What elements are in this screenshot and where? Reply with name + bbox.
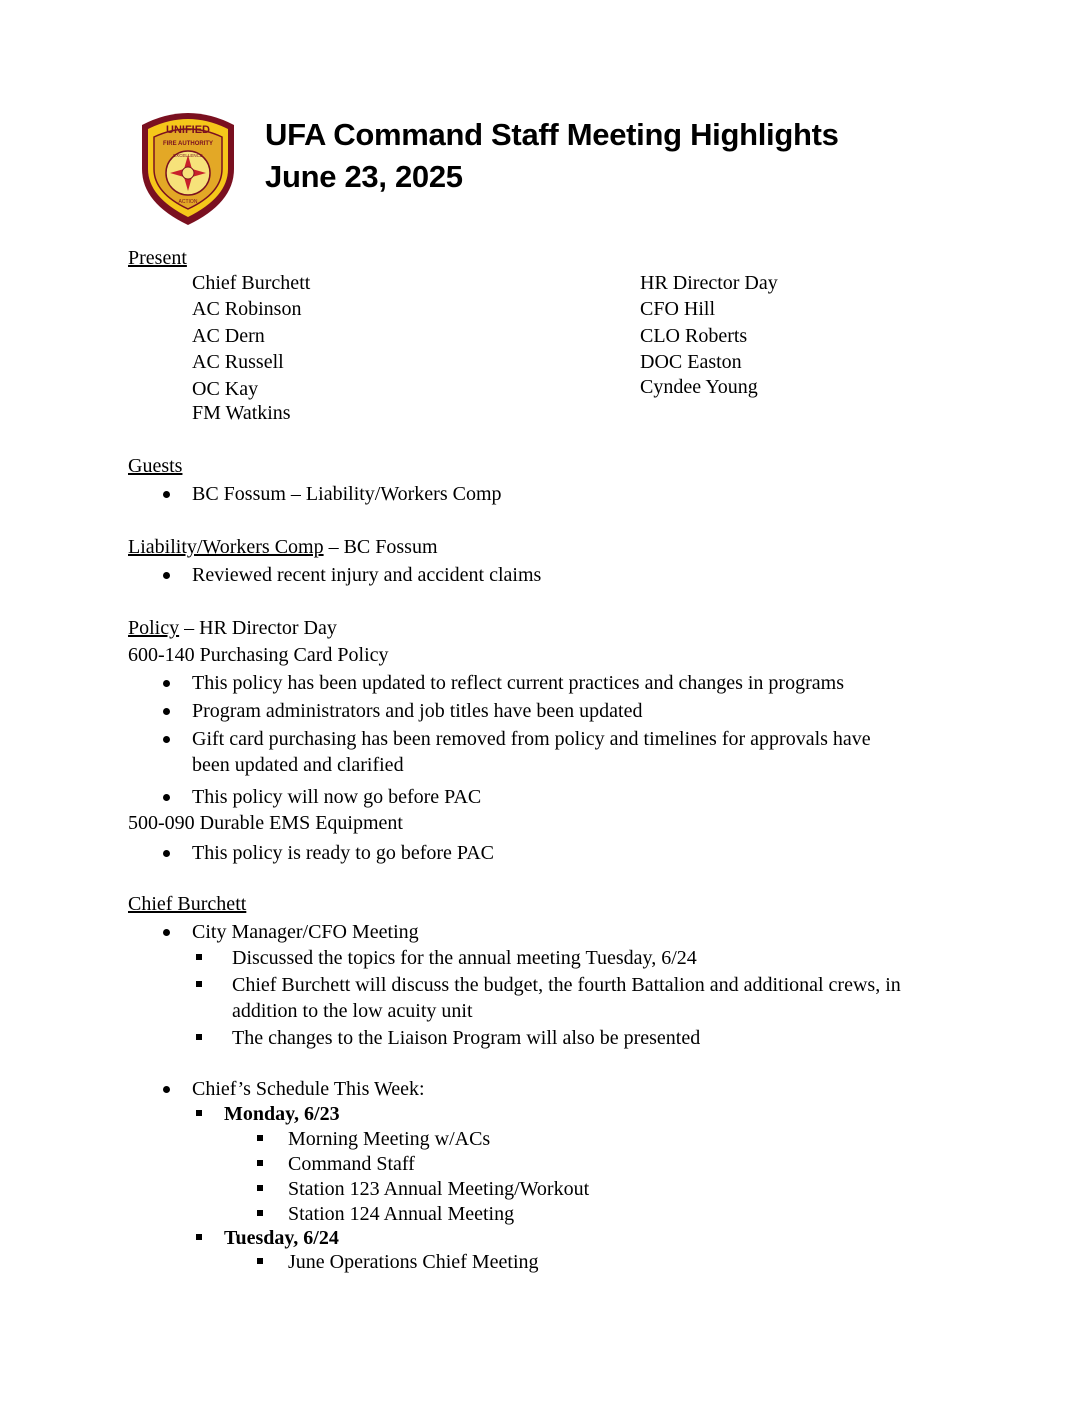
- day-label-tuesday: Tuesday, 6/24: [224, 1227, 339, 1249]
- square-bullet-icon: [257, 1258, 263, 1264]
- present-right-4: Cyndee Young: [640, 376, 758, 398]
- day-label-monday: Monday, 6/23: [224, 1103, 340, 1125]
- guests-heading: Guests: [128, 455, 183, 477]
- bullet-icon: [163, 572, 170, 579]
- title-line-2: June 23, 2025: [265, 159, 463, 194]
- square-bullet-icon: [196, 1234, 202, 1240]
- square-bullet-icon: [257, 1185, 263, 1191]
- present-left-3: AC Russell: [192, 351, 284, 373]
- policy-1-item-4: This policy will now go before PAC: [192, 786, 482, 808]
- square-bullet-icon: [257, 1160, 263, 1166]
- bullet-icon: [163, 491, 170, 498]
- logo-motto-lower: ACTION: [178, 199, 198, 205]
- tuesday-item-0: June Operations Chief Meeting: [288, 1251, 539, 1273]
- chief-meeting-title: City Manager/CFO Meeting: [192, 921, 419, 943]
- chief-meeting-item-2: addition to the low acuity unit: [232, 1000, 473, 1022]
- present-right-0: HR Director Day: [640, 272, 778, 294]
- policy-1-item-0: This policy has been updated to reflect current practices and changes in programs: [192, 672, 844, 694]
- monday-item-2: Station 123 Annual Meeting/Workout: [288, 1178, 590, 1200]
- present-heading: Present: [128, 247, 187, 269]
- ufa-logo: [134, 107, 242, 229]
- monday-item-0: Morning Meeting w/ACs: [288, 1128, 491, 1150]
- policy-presenter: – HR Director Day: [179, 617, 337, 639]
- chief-meeting-item-3: The changes to the Liaison Program will also be presented: [232, 1027, 701, 1049]
- monday-item-1: Command Staff: [288, 1153, 415, 1175]
- policy-1-title: 600-140 Purchasing Card Policy: [128, 644, 389, 666]
- bullet-icon: [163, 736, 170, 743]
- chief-meeting-item-0: Discussed the topics for the annual meeting Tuesday, 6/24: [232, 947, 697, 969]
- square-bullet-icon: [196, 954, 202, 960]
- bullet-icon: [163, 1086, 170, 1093]
- bullet-icon: [163, 850, 170, 857]
- policy-heading-line: [128, 616, 337, 640]
- square-bullet-icon: [196, 1110, 202, 1116]
- title-line-1: UFA Command Staff Meeting Highlights: [265, 117, 839, 152]
- liability-item-0: Reviewed recent injury and accident claims: [192, 564, 542, 586]
- guest-item-0: BC Fossum – Liability/Workers Comp: [192, 483, 502, 505]
- monday-item-3: Station 124 Annual Meeting: [288, 1203, 515, 1225]
- present-left-2: AC Dern: [192, 325, 265, 347]
- liability-heading-line: [128, 535, 438, 559]
- bullet-icon: [163, 794, 170, 801]
- square-bullet-icon: [257, 1135, 263, 1141]
- present-left-0: Chief Burchett: [192, 272, 311, 294]
- policy-1-item-1: Program administrators and job titles have been updated: [192, 700, 643, 722]
- bullet-icon: [163, 708, 170, 715]
- present-left-5: FM Watkins: [192, 402, 291, 424]
- bullet-icon: [163, 680, 170, 687]
- chief-meeting-item-1: Chief Burchett will discuss the budget, the fourth Battalion and additional crews, in: [232, 974, 901, 996]
- chief-schedule-title: Chief’s Schedule This Week:: [192, 1078, 425, 1100]
- policy-1-item-3: been updated and clarified: [192, 754, 404, 776]
- present-right-2: CLO Roberts: [640, 325, 748, 347]
- bullet-icon: [163, 929, 170, 936]
- policy-2-title: 500-090 Durable EMS Equipment: [128, 812, 403, 834]
- liability-presenter: – BC Fossum: [323, 536, 438, 558]
- policy-heading: Policy: [128, 617, 180, 639]
- square-bullet-icon: [196, 1034, 202, 1040]
- chief-heading: Chief Burchett: [128, 893, 247, 915]
- logo-top-text: UNIFIED: [166, 124, 210, 136]
- square-bullet-icon: [257, 1210, 263, 1216]
- logo-motto-upper: EXCELLENCE: [173, 153, 203, 158]
- present-right-3: DOC Easton: [640, 351, 742, 373]
- page-title: [265, 115, 839, 197]
- present-left-1: AC Robinson: [192, 298, 302, 320]
- policy-2-item-0: This policy is ready to go before PAC: [192, 842, 495, 864]
- policy-1-item-2: Gift card purchasing has been removed from policy and timelines for approvals have: [192, 728, 871, 750]
- square-bullet-icon: [196, 981, 202, 987]
- present-left-4: OC Kay: [192, 378, 259, 400]
- liability-heading: Liability/Workers Comp: [128, 536, 324, 558]
- present-right-1: CFO Hill: [640, 298, 716, 320]
- logo-middle-text: FIRE AUTHORITY: [162, 141, 214, 147]
